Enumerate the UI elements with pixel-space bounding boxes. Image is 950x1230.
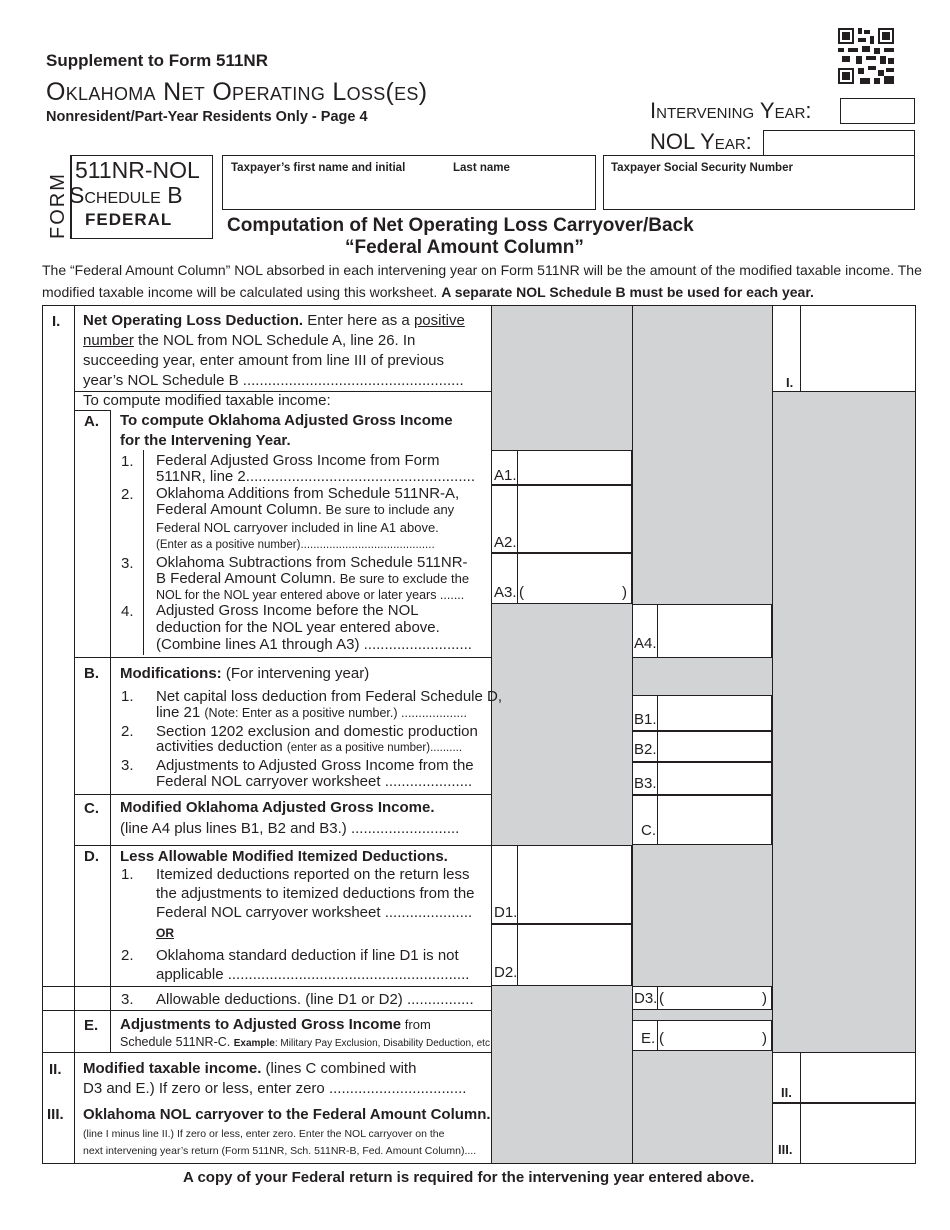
label-i: I.	[786, 375, 794, 390]
footer-note: A copy of your Federal return is required for the intervening year entered above.	[183, 1169, 755, 1186]
label-b3: B3.	[634, 775, 657, 792]
section-iii-heading: Oklahoma NOL carryover to the Federal Amount Column.	[83, 1106, 491, 1123]
line-d3-text: Allowable deductions. (line D1 or D2) ................	[156, 991, 474, 1008]
label-ii: II.	[781, 1085, 792, 1100]
label-a4: A4.	[634, 635, 657, 652]
section-ii-line-1: Modified taxable income. (lines C combined with	[83, 1060, 417, 1077]
heading-federal-column: “Federal Amount Column”	[345, 237, 584, 258]
label-a1: A1.	[494, 467, 517, 484]
label-b1: B1.	[634, 711, 657, 728]
section-e-letter: E.	[84, 1017, 99, 1034]
form-id: 511NR-NOL	[75, 157, 200, 183]
line-a4-text-2: deduction for the NOL year entered above.	[156, 619, 440, 636]
label-c: C.	[641, 822, 656, 839]
section-ii-line-2: D3 and E.) If zero or less, enter zero .................................	[83, 1080, 467, 1097]
section-c-text: (line A4 plus lines B1, B2 and B3.) ..........................	[120, 820, 460, 837]
label-iii: III.	[778, 1142, 793, 1157]
line-a3-text-2: B Federal Amount Column. Be sure to exclude the	[156, 570, 470, 587]
form-subtitle: Nonresident/Part-Year Residents Only - Page 4	[46, 109, 368, 125]
label-d2: D2.	[494, 964, 518, 981]
line-a3-text-3: NOL for the NOL year entered above or later years .......	[156, 588, 465, 602]
compute-label: To compute modified taxable income:	[83, 392, 331, 409]
line-b3-text-2: Federal NOL carryover worksheet .....................	[156, 773, 473, 790]
line-b2-text-2: activities deduction (enter as a positive number)..........	[156, 738, 463, 755]
line-a1-text-2: 511NR, line 2.......................................................	[156, 468, 475, 485]
label-e: E.	[641, 1030, 656, 1047]
line-b1-text-1: Net capital loss deduction from Federal Schedule D,	[156, 688, 503, 705]
line-iii-input[interactable]	[772, 1103, 916, 1164]
section-b-letter: B.	[84, 665, 99, 682]
line-a2-text-1: Oklahoma Additions from Schedule 511NR-A,	[156, 485, 460, 502]
ssn-label: Taxpayer Social Security Number	[611, 162, 793, 174]
line-ii-input[interactable]	[772, 1052, 916, 1103]
label-d3: D3.	[634, 990, 658, 1007]
label-b2: B2.	[634, 741, 657, 758]
section-b-heading: Modifications: (For intervening year)	[120, 665, 370, 682]
section-d-letter: D.	[84, 848, 99, 865]
section-ii-number: II.	[49, 1061, 62, 1078]
line-b3-text-1: Adjustments to Adjusted Gross Income from the	[156, 757, 474, 774]
intro-line-2: modified taxable income will be calculated using this worksheet. A separate NOL Schedule B must be used for each year.	[42, 284, 814, 300]
line-a3-text-1: Oklahoma Subtractions from Schedule 511NR-	[156, 554, 468, 571]
section-a-heading-2: for the Intervening Year.	[120, 432, 291, 449]
section-i-line-4: year’s NOL Schedule B .....................................................	[83, 372, 464, 389]
section-a-letter: A.	[84, 413, 99, 430]
line-a2-text-3: Federal NOL carryover included in line A1 above.	[156, 520, 439, 535]
line-d2-text-2: applicable ..........................................................	[156, 966, 470, 983]
section-c-letter: C.	[84, 800, 99, 817]
qr-code-icon	[838, 28, 894, 84]
section-iii-line-1: (line I minus line II.) If zero or less, enter zero. Enter the NOL carryover on the	[83, 1128, 445, 1140]
section-i-line-1: Net Operating Loss Deduction. Enter here as a positive	[83, 312, 465, 329]
intervening-year-label: Intervening Year:	[650, 98, 812, 123]
label-a3: A3.	[494, 584, 517, 601]
last-name-label: Last name	[453, 162, 510, 174]
section-iii-number: III.	[47, 1106, 64, 1123]
line-a1-text-1: Federal Adjusted Gross Income from Form	[156, 452, 440, 469]
nol-year-label: NOL Year:	[650, 129, 752, 154]
line-d1-text-1: Itemized deductions reported on the return less	[156, 866, 470, 883]
line-a2-text-4: (Enter as a positive number)..........................................	[156, 539, 435, 551]
line-a4-text-1: Adjusted Gross Income before the NOL	[156, 602, 419, 619]
supplement-label: Supplement to Form 511NR	[46, 51, 268, 70]
line-b1-text-2: line 21 (Note: Enter as a positive number.) ...................	[156, 704, 467, 721]
line-a4-text-3: (Combine lines A1 through A3) ..........................	[156, 636, 472, 653]
line-i-input[interactable]	[772, 305, 916, 392]
form-title: Oklahoma Net Operating Loss(es)	[46, 78, 428, 106]
federal-label: FEDERAL	[85, 210, 173, 229]
line-d2-text-1: Oklahoma standard deduction if line D1 is not	[156, 947, 459, 964]
line-d1-text-3: Federal NOL carryover worksheet .....................	[156, 904, 473, 921]
section-c-heading: Modified Oklahoma Adjusted Gross Income.	[120, 799, 435, 816]
schedule-label: Schedule B	[69, 182, 183, 208]
heading-computation: Computation of Net Operating Loss Carryover/Back	[227, 215, 694, 236]
section-d-heading: Less Allowable Modified Itemized Deductions.	[120, 848, 448, 865]
label-a2: A2.	[494, 534, 517, 551]
section-i-line-2: number the NOL from NOL Schedule A, line 26. In	[83, 332, 416, 349]
section-e-text: Schedule 511NR-C. Example: Military Pay Exclusion, Disability Deduction, etc	[120, 1035, 490, 1049]
section-a-heading-1: To compute Oklahoma Adjusted Gross Income	[120, 412, 453, 429]
form-vertical-label: FORM	[47, 172, 69, 239]
section-iii-line-2: next intervening year’s return (Form 511NR, Sch. 511NR-B, Fed. Amount Column)....	[83, 1145, 477, 1157]
intro-line-1: The “Federal Amount Column” NOL absorbed in each intervening year on Form 511NR will be the amount of the modified taxable income. The	[42, 262, 922, 278]
intervening-year-input[interactable]	[840, 98, 915, 124]
nol-year-input[interactable]	[763, 130, 915, 156]
line-a2-text-2: Federal Amount Column. Be sure to include any	[156, 501, 455, 518]
label-d1: D1.	[494, 904, 518, 921]
line-d1-text-2: the adjustments to itemized deductions from the	[156, 885, 475, 902]
or-label: OR	[156, 926, 174, 940]
section-i-number: I.	[52, 313, 61, 330]
section-i-line-3: succeeding year, enter amount from line III of previous	[83, 352, 445, 369]
line-b2-text-1: Section 1202 exclusion and domestic production	[156, 723, 478, 740]
section-e-heading: Adjustments to Adjusted Gross Income from	[120, 1016, 431, 1033]
first-name-label: Taxpayer’s first name and initial	[231, 162, 406, 174]
